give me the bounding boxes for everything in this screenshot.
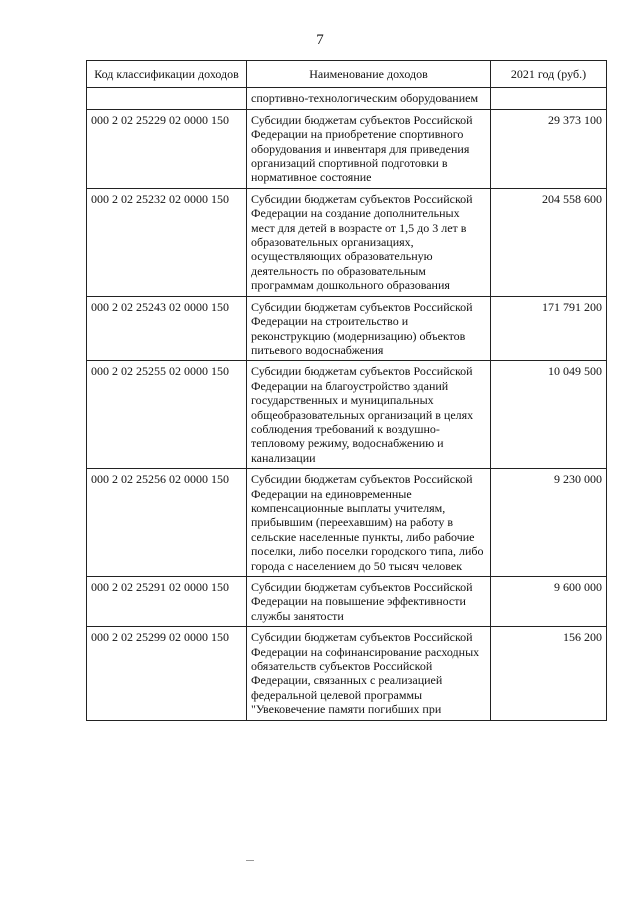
row-name: Субсидии бюджетам субъектов Российской Федерации на благоустройство зданий государственных и муниципальных общеобразовательных организаций в целях соблюдения требований к воздушно-тепловому режиму, водоснабжению и канализации (247, 361, 491, 469)
table-row (87, 627, 607, 720)
row-amount (491, 88, 607, 109)
row-code: 000 2 02 25243 02 0000 150 (87, 296, 247, 361)
row-code: 000 2 02 25256 02 0000 150 (87, 469, 247, 577)
row-amount: 29 373 100 (491, 109, 607, 188)
table-row (87, 469, 607, 577)
table-row (87, 88, 607, 109)
table-row (87, 577, 607, 627)
row-code: 000 2 02 25232 02 0000 150 (87, 188, 247, 296)
row-code: 000 2 02 25299 02 0000 150 (87, 627, 247, 720)
row-name: Субсидии бюджетам субъектов Российской Федерации на создание дополнительных мест для детей в возрасте от 1,5 до 3 лет в образовательных организациях, осуществляющих образовательную деятельность по образовательным программам дошкольного образования (247, 188, 491, 296)
header-amount: 2021 год (руб.) (491, 61, 607, 88)
row-name: Субсидии бюджетам субъектов Российской Федерации на приобретение спортивного оборудования и инвентаря для приведения организаций спортивной подготовки в нормативное состояние (247, 109, 491, 188)
row-code: 000 2 02 25291 02 0000 150 (87, 577, 247, 627)
row-name: Субсидии бюджетам субъектов Российской Федерации на единовременные компенсационные выплаты учителям, прибывшим (переехавшим) на работу в сельские населенные пункты, либо рабочие поселки, либо поселки городского типа, либо города с населением до 50 тысяч человек (247, 469, 491, 577)
table-row (87, 109, 607, 188)
table-row (87, 296, 607, 361)
row-amount: 171 791 200 (491, 296, 607, 361)
row-name: Субсидии бюджетам субъектов Российской Федерации на повышение эффективности службы занятости (247, 577, 491, 627)
row-amount: 10 049 500 (491, 361, 607, 469)
header-code: Код классификации доходов (87, 61, 247, 88)
row-name: Субсидии бюджетам субъектов Российской Федерации на строительство и реконструкцию (модернизацию) объектов питьевого водоснабжения (247, 296, 491, 361)
scan-mark (246, 860, 254, 861)
row-amount: 9 230 000 (491, 469, 607, 577)
row-amount: 156 200 (491, 627, 607, 720)
header-name: Наименование доходов (247, 61, 491, 88)
row-code: 000 2 02 25255 02 0000 150 (87, 361, 247, 469)
income-table (86, 60, 607, 721)
table-header-row (87, 61, 607, 88)
row-amount: 204 558 600 (491, 188, 607, 296)
table-row (87, 361, 607, 469)
row-amount: 9 600 000 (491, 577, 607, 627)
row-name: Субсидии бюджетам субъектов Российской Федерации на софинансирование расходных обязательств субъектов Российской Федерации, связанных с реализацией федеральной целевой программы "Увековечение памяти погибших при (247, 627, 491, 720)
row-name: спортивно-технологическим оборудованием (247, 88, 491, 109)
row-code: 000 2 02 25229 02 0000 150 (87, 109, 247, 188)
table-row (87, 188, 607, 296)
row-code (87, 88, 247, 109)
page-number: 7 (316, 32, 324, 48)
